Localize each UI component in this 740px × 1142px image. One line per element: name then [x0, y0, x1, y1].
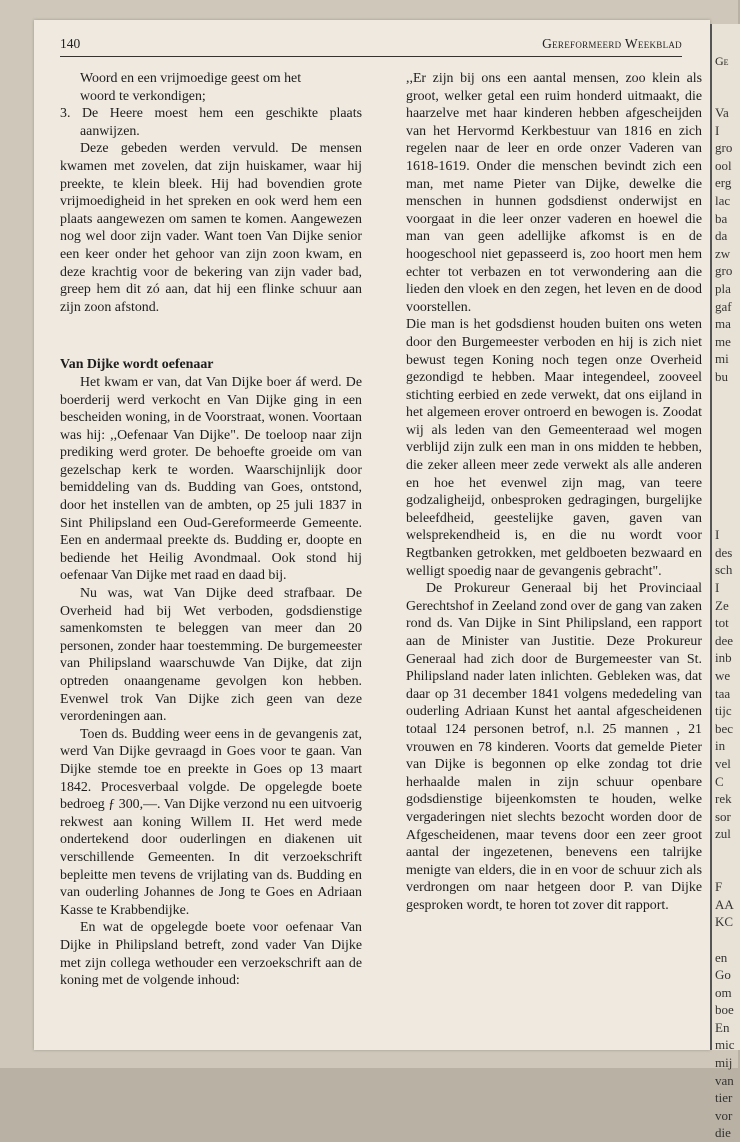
next-page-fragment: mij: [715, 1055, 733, 1071]
paragraph-prayers-fulfilled: Deze gebeden werden vervuld. De mensen kwamen met zovelen, dat zijn huiskamer, waar hij preekte, te klein bleek. Hij had bovendien grote vrijmoedigheid in het spreken en ook werd hem een plaats aangewezen om samen te komen. Aangewezen nog wel door zijn vader. Want toen Van Dijke senior een keer onder het gehoor van zijn zoon kwam, en deze krachtig voor de bekering van zijn vader bad, greep hem dit zó aan, dat hij een flinke schuur aan zijn zoon afstond.: [60, 141, 362, 315]
next-page-fragment: zw: [715, 245, 731, 261]
next-page-fragment: ool: [715, 157, 732, 173]
next-page-fragment: bu: [715, 368, 728, 384]
next-page-fragment: gro: [715, 140, 733, 156]
next-page-fragment: pla: [715, 280, 731, 296]
next-page-text-fragments: [712, 104, 735, 1142]
paragraph-strafbaar: Nu was, wat Van Dijke deed strafbaar. De Overheid had bij Wet verboden, godsdienstige samenkomsten te beleggen van meer dan 20 personen, zonder haar toestemming. De burgemeester van Philipsland waarschuwde Van Dijke, dat zijn optreden onaangename gevolgen kon hebben. Evenwel trok Van Dijke zich geen van deze verordeningen aan.: [60, 586, 362, 725]
next-page-fragment: des: [715, 544, 733, 560]
next-page-fragment: dee: [715, 632, 734, 648]
next-page-fragment: sch: [715, 562, 733, 578]
next-page-fragment: [712, 509, 735, 527]
next-page-fragment: En: [715, 1019, 730, 1035]
paragraph-oefenaar: Het kwam er van, dat Van Dijke boer áf werd. De boerderij werd verkocht en Van Dijke ging in een bescheiden woning, in de Voorstraat, wonen. Voortaan was hij: ,,Oefenaar Van Dijke". De toeloop naar zijn prediking werd groter. De behoefte groeide om van gezelschap kerk te worden. Waarschijnlijk door bemiddeling van ds. Budding van Goes, ontstond, door het instellen van de ambten, op 25 juli 1837 in Sint Philipsland een Oud-Gereformeerde Gemeente. Een en andermaal preekte ds. Budding er, doopte en bediende het Heilig Avondmaal. Ook stond hij oefenaar Van Dijke met raad en daad bij.: [60, 374, 362, 584]
next-page-fragment: Ze: [715, 597, 729, 613]
next-page-fragment: gro: [715, 263, 733, 279]
next-page-fragment: [712, 403, 735, 421]
next-page-fragment: tier: [715, 1090, 733, 1106]
running-header: [60, 36, 682, 57]
next-page-fragment: tot: [715, 615, 729, 631]
next-page-fragment: AA: [715, 896, 734, 912]
next-page-fragment: KC: [715, 914, 734, 930]
next-page-header: Ge: [715, 54, 729, 68]
next-page-fragment: ma: [715, 316, 731, 332]
next-page-fragment: [712, 931, 735, 949]
next-page-fragment: in: [715, 738, 726, 754]
journal-title: Gereformeerd Weekblad: [542, 36, 682, 51]
left-column: [60, 70, 362, 990]
next-page-fragment: [712, 843, 735, 861]
next-page-fragment: vel: [715, 755, 731, 771]
document-page: [34, 20, 710, 1050]
next-page-fragment: gaf: [715, 298, 732, 314]
paragraph-prokureur: De Prokureur Generaal bij het Provinciaal Gerechtshof in Zeeland zond over de gang van zaken rond ds. Van Dijke in Sint Philipsland, een rapport aan de Minister van Justitie. Deze Prokureur Generaal had zich door de Burgemeester van St. Philipsland nader laten inlichten. Gebleken was, dat daar op 31 december 1841 volgens mededeling van ouderling Adriaan Kunst het aantal afgescheidenen totaal 124 personen betrof, n.l. 25 mannen , 21 vrouwen en 78 kinderen. Voorts dat gemelde Pieter van Dijke is begonnen op elke zondag tot drie herhaalde malen in zijn schuur openbare godsdienstige bijeenkomsten te houden, welke vergaderingen niet slechts bezocht worden door de Afgescheidenen, maar tevens door een zeer groot aantal der ingezetenen, benevens een talrijke menigte van elders, die in en voor de schuur zich als verdrongen om naar hetgeen door P. van Dijke gesproken wordt, te horen tot zover dit rapport.: [406, 581, 702, 913]
next-page-fragment: rek: [715, 791, 732, 807]
next-page-fragment: en: [715, 949, 728, 965]
next-page-fragment: erg: [715, 175, 732, 191]
next-page-fragment: zul: [715, 826, 731, 842]
next-page-fragment: [712, 421, 735, 439]
quote-paragraph-2: Die man is het godsdienst houden buiten ons weten door den Burgemeester verboden en hij is zich niet bewust tegen Koning noch tegen onze Overheid gezondigd te hebben. Maar integendeel, zooveel stichting eerbied en zede verwekt, dat ons eijland in het algemeen erover ontroerd en bewogen is. Zoodat wij als leden van den Gemeenteraad wel mogen verblijd zijn zulk een man in ons midden te hebben, die zeker alleen meer zede verwekt als alle anderen en hoe het evenwel zijn mag, van teere godzaligheijd, onbesproken gedragingen, burgelijke beleefdheid, geestelijke gaven, gaven van welsprekendheid is, en die nu wordt voor Regtbanken getrokken, met geldboeten bezwaard en welligt spoedig naar de gevangenis gebracht".: [406, 317, 702, 579]
next-page-fragment: I: [715, 527, 720, 543]
next-page-fragment: [712, 473, 735, 491]
next-page-fragment: sor: [715, 808, 731, 824]
next-page-fragment: taa: [715, 685, 731, 701]
paragraph-continued-line2: woord te verkondigen;: [80, 88, 206, 104]
next-page-fragment: C: [715, 773, 724, 789]
next-page-fragment: we: [715, 668, 731, 683]
next-page-fragment: mic: [715, 1037, 735, 1053]
next-page-fragment: [712, 861, 735, 879]
next-page-fragment: Go: [715, 967, 731, 983]
next-page-fragment: vor: [715, 1107, 733, 1123]
next-page-fragment: da: [715, 228, 728, 244]
quote-paragraph-1: ,,Er zijn bij ons een aantal mensen, zoo klein als groot, welker getal een ruim honderd uitmaakt, die haarzelve met haar kinderen hebben afgescheijden van het Hervormd Kerkbestuur van 1816 en zich regelen naar de leer en orde onzer Vaderen van 1618-1619. Onder die menschen bevindt zich een man, met name Pieter van Dijke, dewelke die menschen in hunnen godsdienst onderwijst en voorgaat in die leer onzer vaderen en hoewel die man van geen adellijke afkomst is en de hoogeschool niet gepasseerd is, zoo hoort men hem echter tot verbazen en tot verwondering aan die lieden den vloek en den zegen, het leven en de dood voorstellen.: [406, 71, 702, 315]
section-spacer: [60, 316, 362, 356]
next-page-fragment: mi: [715, 351, 729, 367]
next-page-fragment: F: [715, 879, 723, 895]
next-page-fragment: [712, 386, 735, 404]
next-page-fragment: bec: [715, 720, 734, 736]
next-page-fragment: inb: [715, 650, 732, 666]
list-item-3: 3. De Heere moest hem een geschikte plaats aanwijzen.: [60, 106, 362, 139]
next-page-fragment: die: [715, 1125, 731, 1141]
next-page-fragment: [712, 456, 735, 474]
right-column: [406, 70, 702, 915]
paragraph-goes: Toen ds. Budding weer eens in de gevangenis zat, werd Van Dijke gevraagd in Goes voor te gaan. Van Dijke stemde toe en preekte in Goes op 13 maart 1842. Procesverbaal volgde. De opgelegde boete bedroeg ƒ 300,—. Van Dijke verzond nu een uitvoerig rekwest aan koning Willem II. Het werd mede ondertekend door ouderlingen en diakenen uit verschillende Gemeenten. In dit verzoekschrift bepleitte men tevens de vrijlating van ds. Budding en van ouderling Johannes de Jong te Goes en Adriaan Kasse te Krabbendijke.: [60, 726, 362, 918]
page-number: 140: [60, 36, 81, 51]
next-page-edge: [710, 24, 740, 1141]
paragraph-continued-line1: Woord en een vrijmoedige geest om het: [80, 71, 302, 86]
next-page-fragment: I: [715, 122, 720, 138]
next-page-fragment: tijc: [715, 703, 732, 719]
next-page-fragment: lac: [715, 192, 731, 208]
paragraph-boete: En wat de opgelegde boete voor oefenaar Van Dijke in Philipsland betreft, zond vader Van Dijke met zijn collega wethouder een verzoekschrift aan de koning met de volgende inhoud:: [60, 920, 362, 989]
next-page-fragment: om: [715, 984, 732, 1000]
next-page-fragment: Va: [715, 105, 729, 120]
next-page-fragment: me: [715, 333, 731, 349]
next-page-fragment: [712, 438, 735, 456]
section-heading: Van Dijke wordt oefenaar: [60, 357, 214, 373]
next-page-fragment: I: [715, 580, 720, 596]
next-page-fragment: boe: [715, 1002, 734, 1018]
next-page-fragment: van: [715, 1072, 734, 1088]
next-page-fragment: [712, 491, 735, 509]
next-page-fragment: ba: [715, 210, 728, 226]
